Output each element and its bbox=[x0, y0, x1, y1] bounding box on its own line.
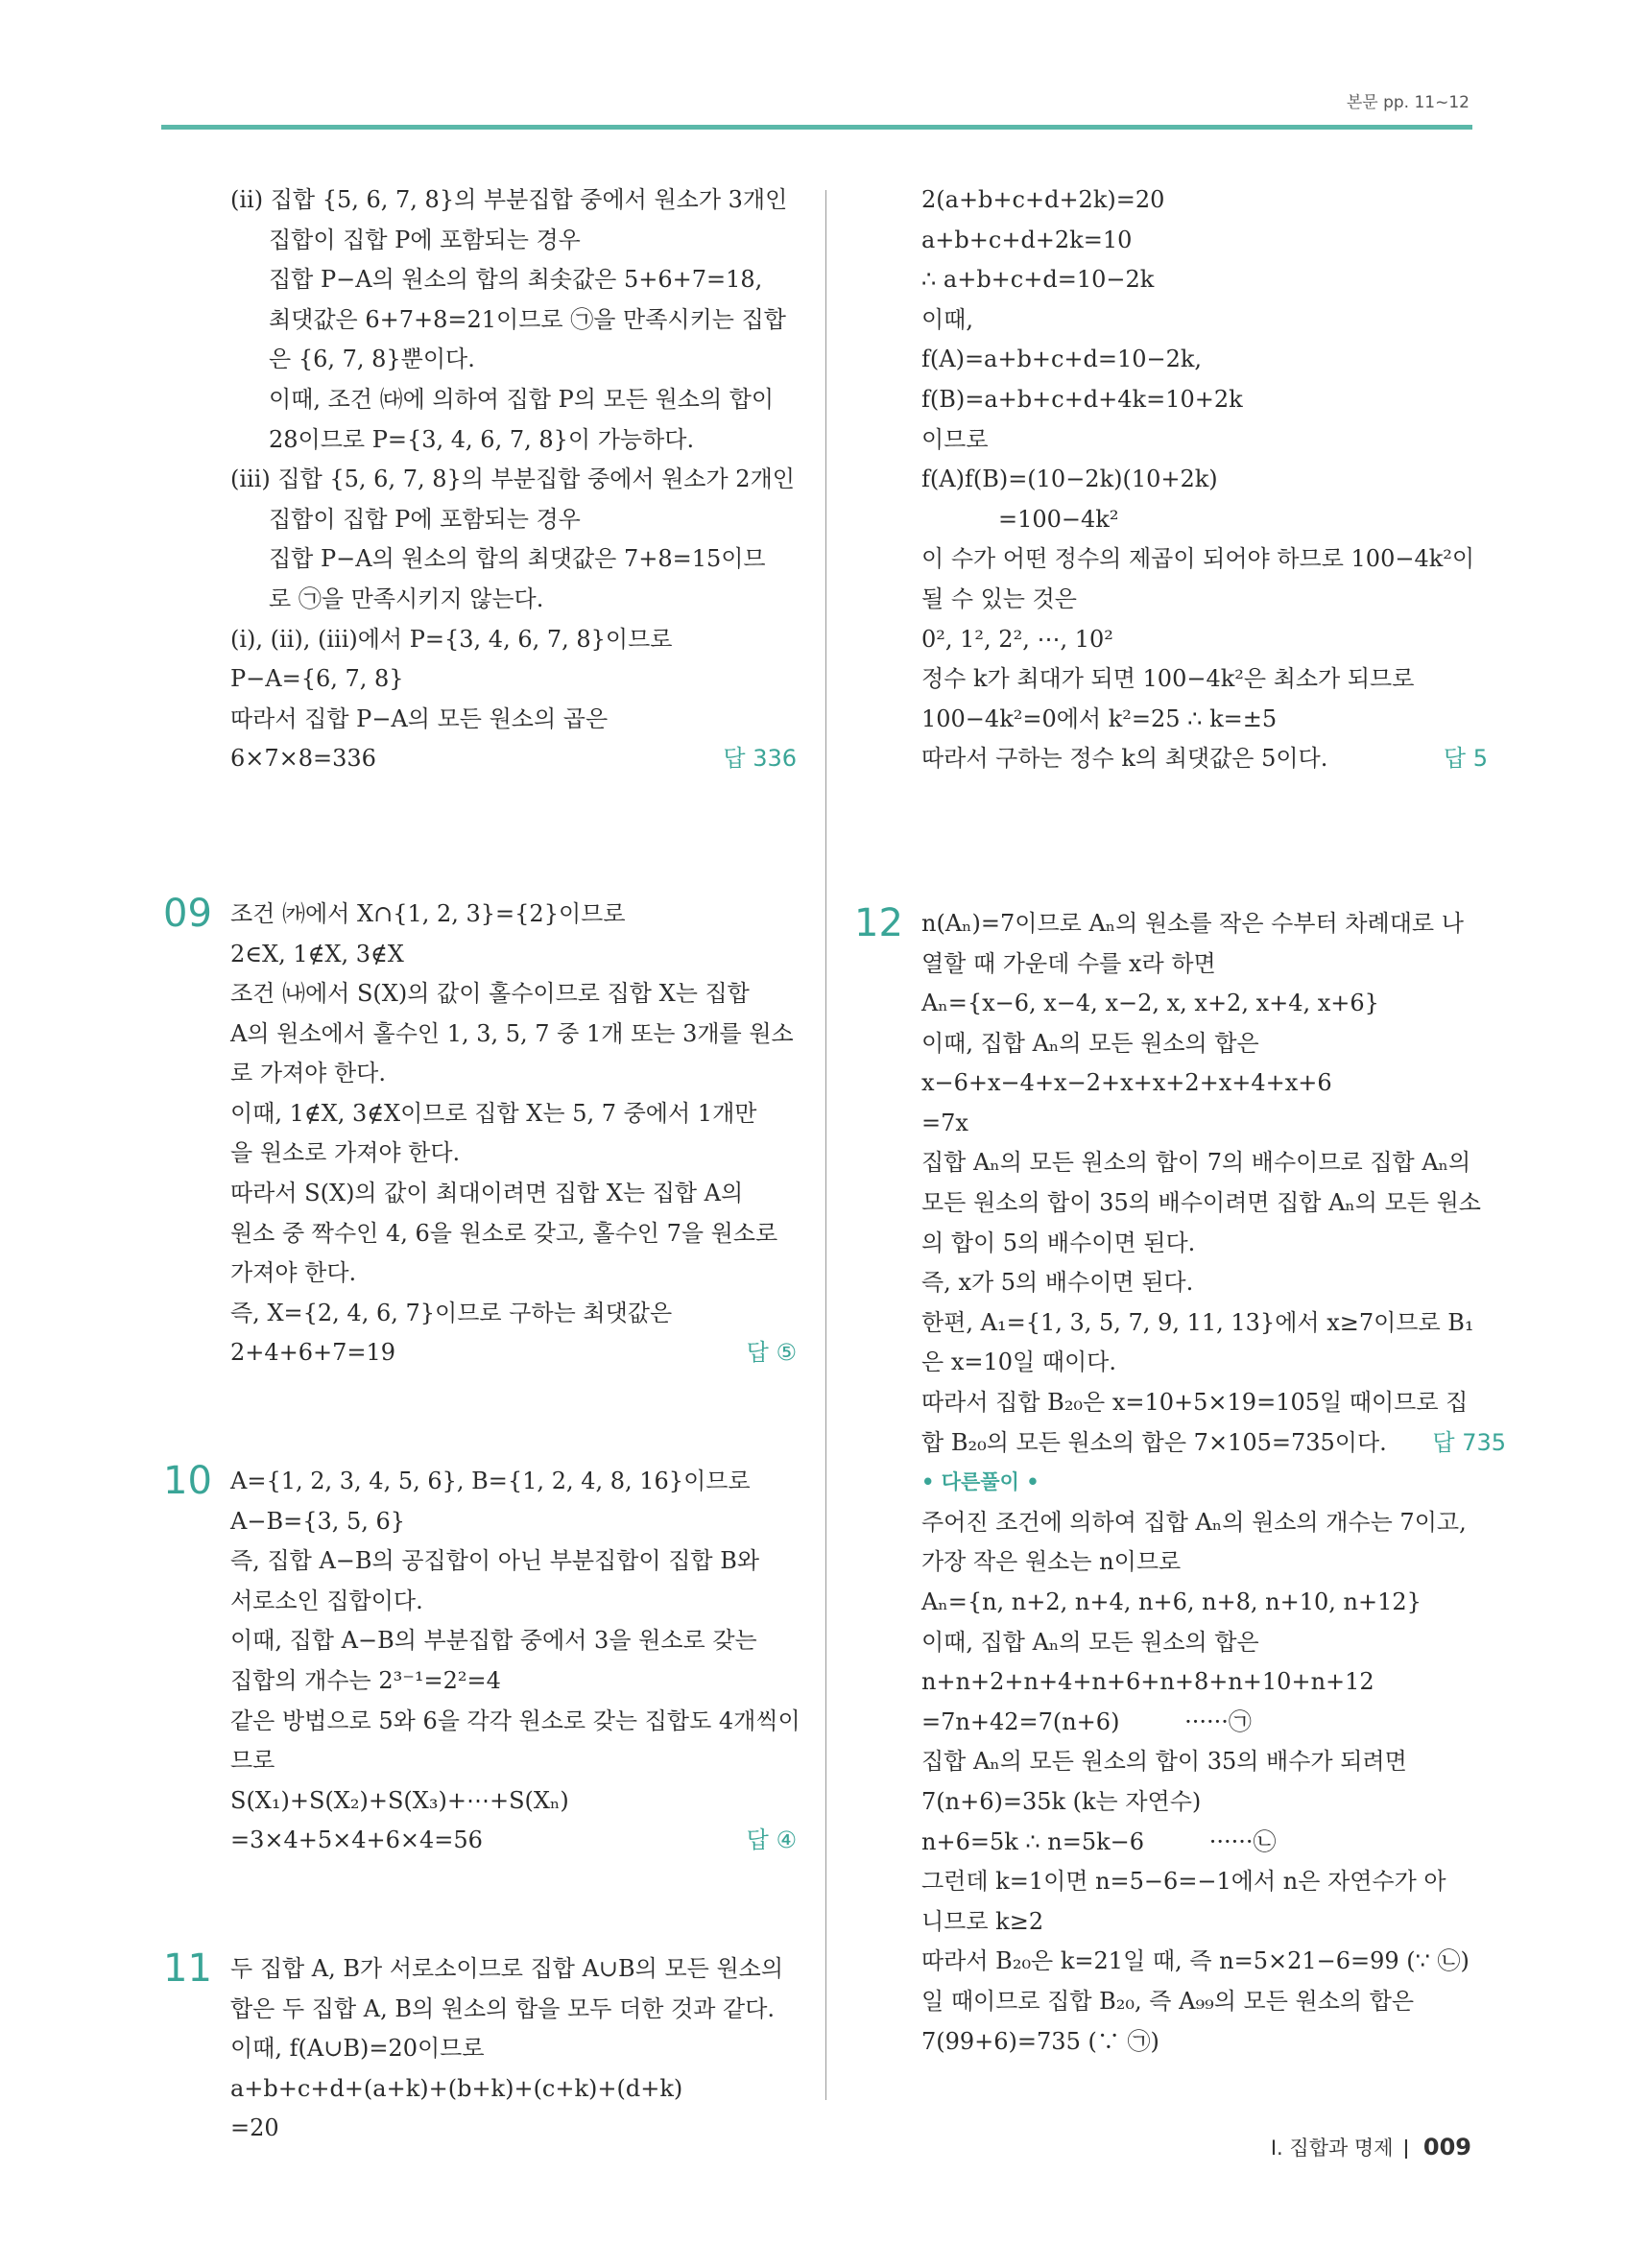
text-line: f(A)f(B)=(10−2k)(10+2k) bbox=[921, 466, 1218, 493]
text-line: 즉, x가 5의 배수이면 된다. bbox=[921, 1269, 1194, 1297]
text-line: 은 {6, 7, 8}뿐이다. bbox=[269, 346, 475, 373]
answer-line bbox=[230, 1821, 797, 1861]
section-title: Ⅰ. 집합과 명제 bbox=[1270, 2137, 1394, 2160]
conclusion: 합 B₂₀의 모든 원소의 합은 7×105=735이다. bbox=[921, 1428, 1387, 1456]
text-line: 이므로 bbox=[921, 425, 989, 453]
text-line: A−B={3, 5, 6} bbox=[230, 1507, 406, 1535]
text-line: 원소 중 짝수인 4, 6을 원소로 갖고, 홀수인 7을 원소로 bbox=[230, 1219, 778, 1247]
problem-10 bbox=[163, 1459, 801, 1861]
text-line: a+b+c+d+(a+k)+(b+k)+(c+k)+(d+k) bbox=[230, 2074, 683, 2102]
left-column bbox=[163, 180, 801, 2149]
text-line: 따라서 B₂₀은 k=21일 때, 즉 n=5×21−6=99 (∵ ㉡) bbox=[921, 1947, 1470, 1975]
text-line: n+n+2+n+4+n+6+n+8+n+10+n+12 bbox=[921, 1668, 1374, 1696]
page-reference: 본문 pp. 11~12 bbox=[1346, 93, 1470, 112]
text-line: 100−4k²=0에서 k²=25 ∴ k=±5 bbox=[921, 704, 1278, 732]
text-line: 이때, 조건 ㈐에 의하여 집합 P의 모든 원소의 합이 bbox=[269, 385, 775, 413]
answer-line bbox=[230, 739, 797, 779]
text-line: 될 수 있는 것은 bbox=[921, 585, 1077, 612]
text-line: 을 원소로 가져야 한다. bbox=[230, 1139, 461, 1167]
text-line bbox=[921, 1703, 1488, 1743]
column-divider bbox=[825, 190, 826, 2100]
text-line: x−6+x−4+x−2+x+x+2+x+4+x+6 bbox=[921, 1069, 1332, 1097]
text-line: 집합 P−A의 원소의 합의 최댓값은 7+8=15이므 bbox=[269, 545, 766, 573]
answer-label: 답 ⑤ bbox=[746, 1339, 797, 1367]
text-line: 한편, A₁={1, 3, 5, 7, 9, 11, 13}에서 x≥7이므로 B₁ bbox=[921, 1308, 1474, 1336]
text-line: =7x bbox=[921, 1109, 968, 1136]
text-line: 집합 Aₙ의 모든 원소의 합이 35의 배수가 되려면 bbox=[921, 1748, 1407, 1776]
text-line: 조건 ㈎에서 X∩{1, 2, 3}={2}이므로 bbox=[230, 899, 626, 927]
problem-12 bbox=[854, 900, 1507, 2062]
text-line: 즉, 집합 A−B의 공집합이 아닌 부분집합이 집합 B와 bbox=[230, 1547, 760, 1575]
answer-label: 답 336 bbox=[723, 745, 797, 773]
answer-label: 답 5 bbox=[1443, 745, 1488, 773]
text-line: 이때, bbox=[921, 305, 973, 333]
equation: 6×7×8=336 bbox=[230, 745, 376, 773]
text-line: (ii) 집합 {5, 6, 7, 8}의 부분집합 중에서 원소가 3개인 bbox=[230, 186, 788, 213]
text-line: 28이므로 P={3, 4, 6, 7, 8}이 가능하다. bbox=[269, 425, 695, 453]
problem-09 bbox=[163, 891, 797, 1373]
text-line: =20 bbox=[230, 2114, 279, 2142]
text-line: 로 가져야 한다. bbox=[230, 1060, 386, 1087]
p08-continuation bbox=[230, 180, 797, 779]
equation: =3×4+5×4+6×4=56 bbox=[230, 1826, 483, 1854]
text-line: n(Aₙ)=7이므로 Aₙ의 원소를 작은 수부터 차례대로 나 bbox=[921, 909, 1464, 937]
text-line: 7(99+6)=735 (∵ ㉠) bbox=[921, 2027, 1159, 2055]
text-line: 모든 원소의 합이 35의 배수이려면 집합 Aₙ의 모든 원소 bbox=[921, 1189, 1481, 1217]
answer-line bbox=[921, 1423, 1507, 1464]
text-line: ∴ a+b+c+d=10−2k bbox=[921, 266, 1155, 294]
right-column bbox=[854, 180, 1507, 2062]
text-line: 조건 ㈏에서 S(X)의 값이 홀수이므로 집합 X는 집합 bbox=[230, 980, 750, 1008]
text-line: 니므로 k≥2 bbox=[921, 1907, 1044, 1935]
text-line: 그런데 k=1이면 n=5−6=−1에서 n은 자연수가 아 bbox=[921, 1868, 1446, 1896]
text-line: 집합 P−A의 원소의 합의 최솟값은 5+6+7=18, bbox=[269, 266, 763, 294]
text-line: A={1, 2, 3, 4, 5, 6}, B={1, 2, 4, 8, 16}이므로 bbox=[230, 1468, 751, 1495]
text-line: 2(a+b+c+d+2k)=20 bbox=[921, 186, 1165, 213]
equation-mark: ······㉠ bbox=[1184, 1707, 1252, 1735]
text-line: 따라서 집합 P−A의 모든 원소의 곱은 bbox=[230, 704, 609, 732]
text-line: 가장 작은 원소는 n이므로 bbox=[921, 1548, 1182, 1576]
page-footer bbox=[1271, 2133, 1471, 2161]
text-line: 서로소인 집합이다. bbox=[230, 1587, 423, 1614]
header-rule bbox=[161, 125, 1472, 130]
text-line: f(A)=a+b+c+d=10−2k, bbox=[921, 346, 1203, 373]
problem-11 bbox=[163, 1946, 797, 2149]
text-line: 같은 방법으로 5와 6을 각각 원소로 갖는 집합도 4개씩이 bbox=[230, 1707, 801, 1734]
text-line: f(B)=a+b+c+d+4k=10+2k bbox=[921, 385, 1243, 413]
problem-number: 10 bbox=[163, 1459, 212, 1504]
answer-label: 답 ④ bbox=[746, 1826, 797, 1854]
equation: =7n+42=7(n+6) bbox=[921, 1707, 1120, 1735]
text-line: 즉, X={2, 4, 6, 7}이므로 구하는 최댓값은 bbox=[230, 1299, 673, 1326]
text-line: 두 집합 A, B가 서로소이므로 집합 A∪B의 모든 원소의 bbox=[230, 1954, 784, 1982]
text-line bbox=[921, 1823, 1488, 1863]
text-line: 따라서 S(X)의 값이 최대이려면 집합 X는 집합 A의 bbox=[230, 1180, 744, 1207]
text-line: 따라서 집합 B₂₀은 x=10+5×19=105일 때이므로 집 bbox=[921, 1389, 1469, 1417]
text-line: 열할 때 가운데 수를 x라 하면 bbox=[921, 949, 1216, 977]
equation: 2+4+6+7=19 bbox=[230, 1339, 396, 1367]
text-line: S(X₁)+S(X₂)+S(X₃)+⋯+S(Xₙ) bbox=[230, 1786, 569, 1814]
answer-label: 답 735 bbox=[1432, 1428, 1507, 1456]
text-line: 7(n+6)=35k (k는 자연수) bbox=[921, 1787, 1202, 1815]
problem-number: 11 bbox=[163, 1946, 212, 1991]
text-line: 이때, 집합 Aₙ의 모든 원소의 합은 bbox=[921, 1029, 1259, 1057]
text-line: 합은 두 집합 A, B의 원소의 합을 모두 더한 것과 같다. bbox=[230, 1994, 776, 2022]
text-line: 이때, f(A∪B)=20이므로 bbox=[230, 2035, 485, 2063]
text-line: 일 때이므로 집합 B₂₀, 즉 A₉₉의 모든 원소의 합은 bbox=[921, 1987, 1415, 2015]
text-line: 집합 Aₙ의 모든 원소의 합이 7의 배수이므로 집합 Aₙ의 bbox=[921, 1149, 1471, 1177]
equation-mark: ······㉡ bbox=[1208, 1827, 1277, 1855]
text-line: 정수 k가 최대가 되면 100−4k²은 최소가 되므로 bbox=[921, 665, 1415, 693]
text-line: 이때, 집합 A−B의 부분집합 중에서 3을 원소로 갖는 bbox=[230, 1627, 757, 1655]
text-line: 은 x=10일 때이다. bbox=[921, 1349, 1116, 1376]
text-line: Aₙ={x−6, x−4, x−2, x, x+2, x+4, x+6} bbox=[921, 990, 1379, 1017]
text-line: 로 ㉠을 만족시키지 않는다. bbox=[269, 585, 544, 612]
text-line: A의 원소에서 홀수인 1, 3, 5, 7 중 1개 또는 3개를 원소 bbox=[230, 1019, 794, 1047]
text-line: 집합이 집합 P에 포함되는 경우 bbox=[269, 505, 581, 533]
text-line: 0², 1², 2², ⋯, 10² bbox=[921, 625, 1113, 653]
text-line: 이 수가 어떤 정수의 제곱이 되어야 하므로 100−4k²이 bbox=[921, 545, 1475, 573]
problem-number: 12 bbox=[854, 900, 903, 945]
text-line: 가져야 한다. bbox=[230, 1259, 357, 1287]
text-line: Aₙ={n, n+2, n+4, n+6, n+8, n+10, n+12} bbox=[921, 1588, 1422, 1615]
text-line: 주어진 조건에 의하여 집합 Aₙ의 원소의 개수는 7이고, bbox=[921, 1508, 1467, 1536]
text-line: 집합이 집합 P에 포함되는 경우 bbox=[269, 226, 581, 253]
text-line: 최댓값은 6+7+8=21이므로 ㉠을 만족시키는 집합 bbox=[269, 305, 786, 333]
text-line: =100−4k² bbox=[998, 505, 1119, 533]
problem-number: 09 bbox=[163, 891, 212, 936]
text-line: 이때, 집합 Aₙ의 모든 원소의 합은 bbox=[921, 1628, 1259, 1656]
alternative-solution-label: • 다른풀이 • bbox=[921, 1470, 1040, 1494]
page-number: 009 bbox=[1422, 2134, 1471, 2161]
text-line: 이때, 1∉X, 3∉X이므로 집합 X는 5, 7 중에서 1개만 bbox=[230, 1099, 757, 1127]
text-line: 므로 bbox=[230, 1747, 275, 1775]
equation: n+6=5k ∴ n=5k−6 bbox=[921, 1827, 1145, 1855]
answer-line bbox=[921, 739, 1488, 779]
text-line: 2∈X, 1∉X, 3∉X bbox=[230, 940, 404, 967]
text-line: 집합의 개수는 2³⁻¹=2²=4 bbox=[230, 1667, 501, 1694]
answer-line bbox=[230, 1333, 797, 1373]
text-line: (i), (ii), (iii)에서 P={3, 4, 6, 7, 8}이므로 bbox=[230, 625, 673, 653]
p11-continuation bbox=[921, 180, 1488, 779]
text-line: 의 합이 5의 배수이면 된다. bbox=[921, 1229, 1196, 1256]
text-line: (iii) 집합 {5, 6, 7, 8}의 부분집합 중에서 원소가 2개인 bbox=[230, 466, 795, 493]
text-line: a+b+c+d+2k=10 bbox=[921, 226, 1133, 253]
footer-divider bbox=[1405, 2139, 1407, 2159]
conclusion: 따라서 구하는 정수 k의 최댓값은 5이다. bbox=[921, 745, 1328, 773]
text-line: P−A={6, 7, 8} bbox=[230, 665, 404, 693]
